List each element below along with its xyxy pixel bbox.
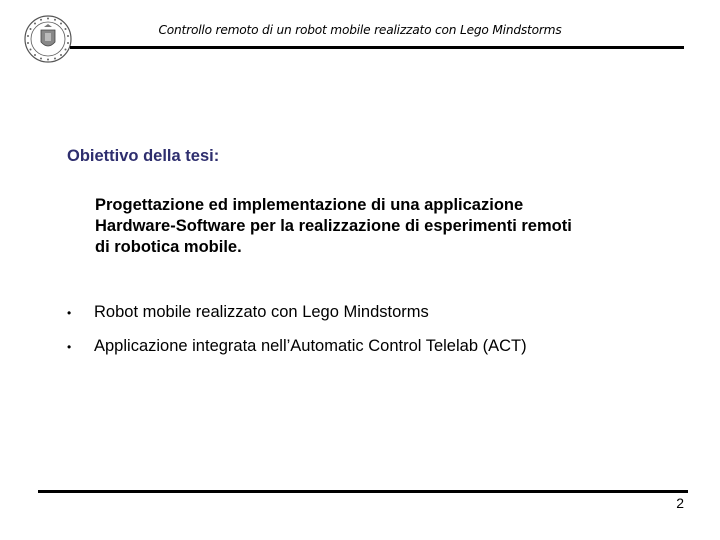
page-number: 2 [676, 495, 684, 511]
bullet-text: Robot mobile realizzato con Lego Mindstorms [94, 303, 429, 321]
footer-divider [38, 490, 688, 493]
bullet-marker: • [67, 306, 72, 320]
objective-description [95, 195, 635, 258]
objective-line: Hardware-Software per la realizzazione di esperimenti remoti [95, 217, 572, 235]
bullet-marker: • [67, 340, 72, 354]
university-seal-icon [23, 14, 73, 64]
objective-line: Progettazione ed implementazione di una applicazione [95, 196, 524, 214]
objective-line: di robotica mobile. [95, 238, 242, 256]
bullet-text: Applicazione integrata nell’Automatic Control Telelab (ACT) [94, 337, 527, 355]
header-title: Controllo remoto di un robot mobile realizzato con Lego Mindstorms [158, 23, 562, 37]
header-divider [70, 46, 684, 49]
objective-heading: Obiettivo della tesi: [67, 147, 220, 165]
